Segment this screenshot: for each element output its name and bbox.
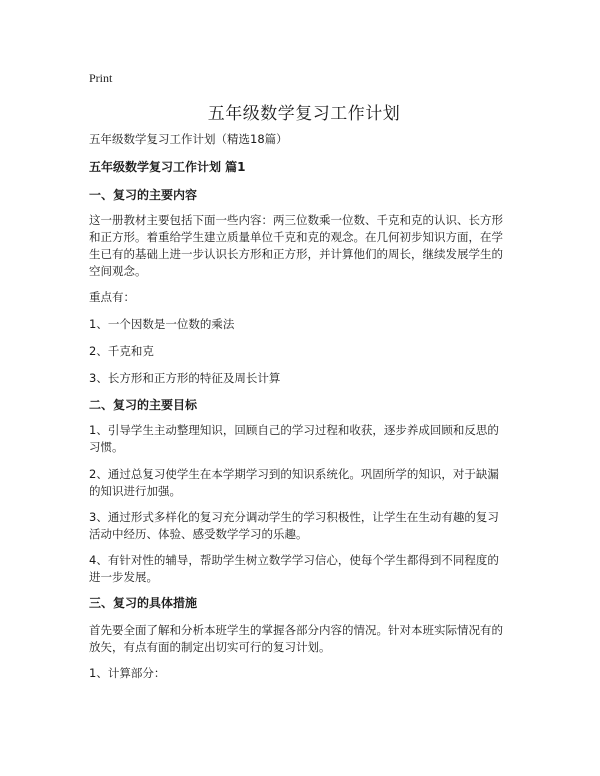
section-3-heading: 三、复习的具体措施 [89,596,198,610]
goal-1-line-1: 1、引导学生主动整理知识，回顾自己的学习过程和收获，逐步养成回顾和反思的 [89,423,499,437]
goal-2-line-2: 的知识进行加强。 [89,484,181,498]
section-1-heading: 一、复习的主要内容 [89,188,198,202]
key-point-2: 2、千克和克 [89,344,154,358]
print-link[interactable]: Print [89,71,113,85]
key-point-1: 1、一个因数是一位数的乘法 [89,317,235,331]
document-subtitle: 五年级数学复习工作计划（精选18篇） [89,132,288,146]
document-title: 五年级数学复习工作计划 [207,104,401,124]
goal-3-line-1: 3、通过形式多样化的复习充分调动学生的学习积极性，让学生在生动有趣的复习 [89,510,499,524]
section-3-para-line-2: 放矢，有点有面的制定出切实可行的复习计划。 [89,640,331,654]
section-1-para-line-4: 空间观念。 [89,264,147,278]
section-3-item-1: 1、计算部分： [89,666,166,680]
section-1-para-line-3: 生已有的基础上进一步认识长方形和正方形，并计算他们的周长，继续发展学生的 [89,247,503,261]
key-point-3: 3、长方形和正方形的特征及周长计算 [89,371,281,385]
goal-2-line-1: 2、通过总复习使学生在本学期学习到的知识系统化。巩固所学的知识，对于缺漏 [89,467,499,481]
goal-1-line-2: 习惯。 [89,440,124,454]
goal-4-line-2: 进一步发展。 [89,570,158,584]
section-2-heading: 二、复习的主要目标 [89,398,198,412]
section-1-para-line-1: 这一册教材主要包括下面一些内容：两三位数乘一位数、千克和克的认识、长方形 [89,213,503,227]
goal-3-line-2: 活动中经历、体验、感受数学学习的乐趣。 [89,527,308,541]
article-heading: 五年级数学复习工作计划 篇1 [89,160,246,174]
key-points-label: 重点有： [89,290,135,304]
section-1-para-line-2: 和正方形。着重给学生建立质量单位千克和克的观念。在几何初步知识方面，在学 [89,230,503,244]
goal-4-line-1: 4、有针对性的辅导，帮助学生树立数学学习信心，使每个学生都得到不同程度的 [89,553,499,567]
section-3-para-line-1: 首先要全面了解和分析本班学生的掌握各部分内容的情况。针对本班实际情况有的 [89,623,503,637]
